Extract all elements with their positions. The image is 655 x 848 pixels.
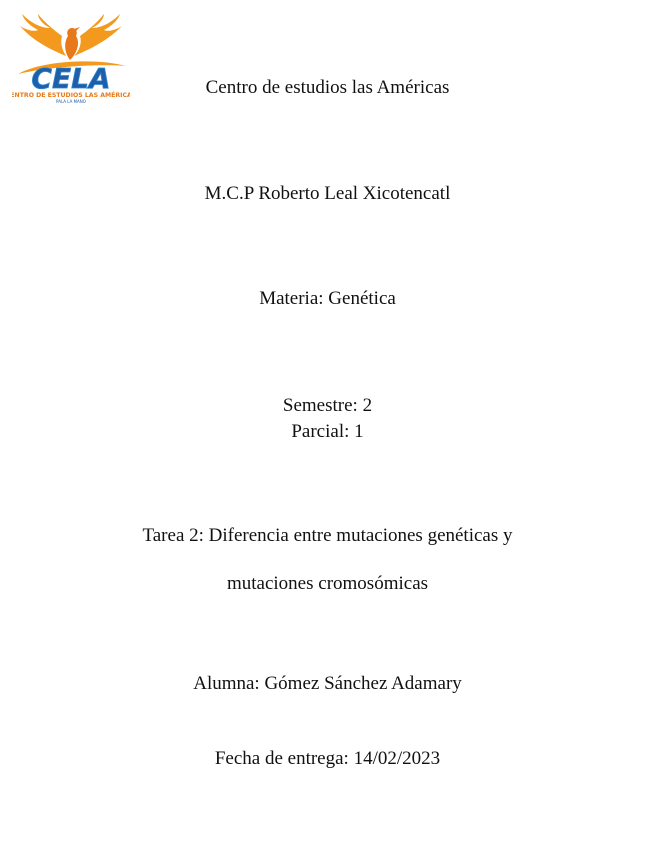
logo-tagline: CENTRO DE ESTUDIOS LAS AMÉRICAS — [12, 92, 130, 99]
phoenix-body-shape — [65, 28, 78, 60]
student-name: Alumna: Gómez Sánchez Adamary — [193, 673, 462, 694]
partial-line: Parcial: 1 — [291, 421, 364, 442]
due-date: Fecha de entrega: 14/02/2023 — [214, 748, 441, 769]
task-title-line-2: mutaciones cromosómicas — [226, 573, 429, 594]
task-title-line-1: Tarea 2: Diferencia entre mutaciones genéticas y — [142, 525, 513, 546]
phoenix-beak-shape — [74, 27, 80, 32]
logo-subtagline: PALA LA MANO — [56, 99, 86, 104]
semester-line: Semestre: 2 — [282, 395, 373, 416]
right-wing-shape — [74, 14, 122, 56]
subject-line: Materia: Genética — [259, 288, 396, 309]
teacher-name: M.C.P Roberto Leal Xicotencatl — [204, 183, 451, 204]
school-name: Centro de estudios las Américas — [205, 77, 450, 98]
logo-wordmark: CELA — [31, 62, 111, 95]
left-wing-shape — [20, 14, 66, 56]
